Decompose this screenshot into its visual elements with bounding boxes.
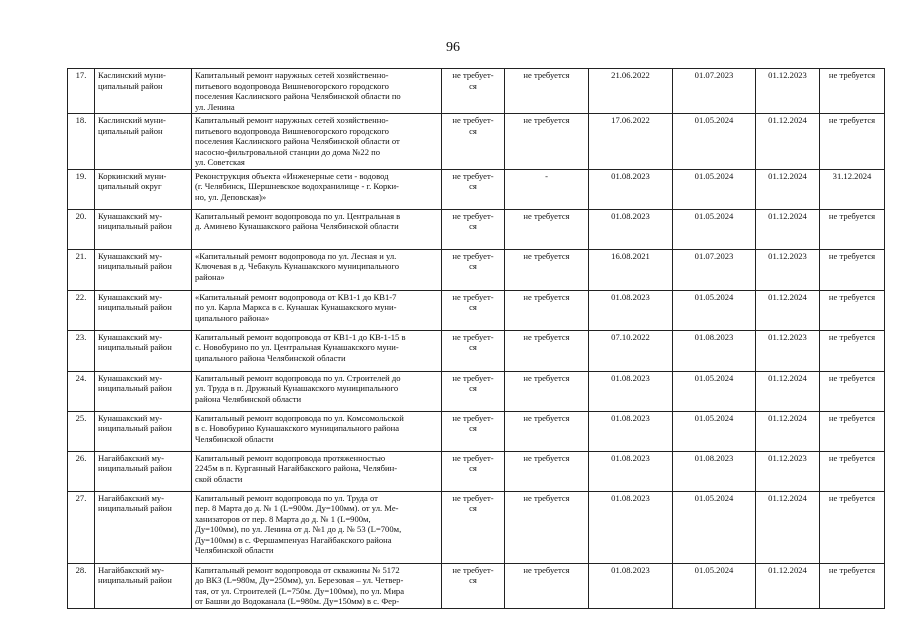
commissioning-cell: не требуется: [820, 411, 885, 451]
end-date-cell: 01.12.2024: [756, 371, 820, 411]
expertise-cell: не требует- ся: [442, 371, 505, 411]
design-status-cell: -: [505, 169, 589, 209]
expertise-cell: не требует- ся: [442, 209, 505, 249]
row-number: 17.: [68, 69, 95, 114]
object-name-cell: Капитальный ремонт водопровода по ул. Центральная в д. Аминево Кунашакского района Челябинской области: [192, 209, 442, 249]
start-date-cell: 01.08.2023: [673, 330, 756, 371]
table-row: [68, 249, 885, 290]
end-date-cell: 01.12.2024: [756, 290, 820, 330]
table-row: [68, 411, 885, 451]
design-date-cell: 01.08.2023: [589, 371, 673, 411]
design-date-cell: 01.08.2023: [589, 451, 673, 491]
object-name-cell: Капитальный ремонт наружных сетей хозяйственно- питьевого водопровода Вишневогорского городского поселения Каслинского района Челябинской области по ул. Ленина: [192, 69, 442, 114]
commissioning-cell: не требуется: [820, 451, 885, 491]
end-date-cell: 01.12.2024: [756, 169, 820, 209]
expertise-cell: не требует- ся: [442, 491, 505, 563]
design-date-cell: 01.08.2023: [589, 169, 673, 209]
object-name-cell: Капитальный ремонт водопровода по ул. Комсомольской в с. Новобурино Кунашакского муниципального района Челябинской области: [192, 411, 442, 451]
commissioning-cell: не требуется: [820, 290, 885, 330]
district-cell: Каслинский муни- ципальный район: [95, 114, 192, 170]
end-date-cell: 01.12.2024: [756, 491, 820, 563]
commissioning-cell: не требуется: [820, 249, 885, 290]
design-status-cell: не требуется: [505, 563, 589, 608]
commissioning-cell: не требуется: [820, 209, 885, 249]
object-name-cell: Реконструкция объекта «Инженерные сети - водовод (г. Челябинск, Шершневское водохранилище - г. Корки- но, ул. Деповская)»: [192, 169, 442, 209]
commissioning-cell: не требуется: [820, 114, 885, 170]
district-cell: Кунашакский му- ниципальный район: [95, 330, 192, 371]
end-date-cell: 01.12.2024: [756, 411, 820, 451]
end-date-cell: 01.12.2023: [756, 249, 820, 290]
page-number: 96: [446, 40, 460, 55]
design-date-cell: 01.08.2023: [589, 411, 673, 451]
expertise-cell: не требует- ся: [442, 411, 505, 451]
design-status-cell: не требуется: [505, 209, 589, 249]
district-cell: Кунашакский му- ниципальный район: [95, 411, 192, 451]
design-date-cell: 21.06.2022: [589, 69, 673, 114]
district-cell: Каслинский муни- ципальный район: [95, 69, 192, 114]
commissioning-cell: не требуется: [820, 69, 885, 114]
end-date-cell: 01.12.2024: [756, 114, 820, 170]
end-date-cell: 01.12.2023: [756, 330, 820, 371]
table-row: [68, 491, 885, 563]
start-date-cell: 01.05.2024: [673, 169, 756, 209]
object-name-cell: Капитальный ремонт водопровода по ул. Строителей до ул. Труда в п. Дружный Кунашакского муниципального района Челябинской области: [192, 371, 442, 411]
row-number: 20.: [68, 209, 95, 249]
row-number: 24.: [68, 371, 95, 411]
start-date-cell: 01.05.2024: [673, 491, 756, 563]
table-row: [68, 330, 885, 371]
expertise-cell: не требует- ся: [442, 563, 505, 608]
end-date-cell: 01.12.2023: [756, 451, 820, 491]
start-date-cell: 01.05.2024: [673, 290, 756, 330]
expertise-cell: не требует- ся: [442, 330, 505, 371]
commissioning-cell: не требуется: [820, 371, 885, 411]
design-date-cell: 01.08.2023: [589, 491, 673, 563]
expertise-cell: не требует- ся: [442, 114, 505, 170]
commissioning-cell: не требуется: [820, 491, 885, 563]
end-date-cell: 01.12.2023: [756, 69, 820, 114]
start-date-cell: 01.05.2024: [673, 411, 756, 451]
district-cell: Нагайбакский му- ниципальный район: [95, 563, 192, 608]
table-row: [68, 114, 885, 170]
commissioning-cell: 31.12.2024: [820, 169, 885, 209]
object-name-cell: «Капитальный ремонт водопровода по ул. Лесная и ул. Ключевая в д. Чебакуль Кунашакского муниципального района»: [192, 249, 442, 290]
start-date-cell: 01.07.2023: [673, 249, 756, 290]
table-row: [68, 451, 885, 491]
district-cell: Нагайбакский му- ниципальный район: [95, 451, 192, 491]
design-status-cell: не требуется: [505, 249, 589, 290]
district-cell: Кунашакский му- ниципальный район: [95, 290, 192, 330]
object-name-cell: Капитальный ремонт водопровода от КВ1-1 до КВ-1-15 в с. Новобурино по ул. Центральная Кунашакского муни- ципального района Челябинской области: [192, 330, 442, 371]
start-date-cell: 01.05.2024: [673, 209, 756, 249]
start-date-cell: 01.05.2024: [673, 371, 756, 411]
district-cell: Кунашакский му- ниципальный район: [95, 371, 192, 411]
row-number: 21.: [68, 249, 95, 290]
table-row: [68, 209, 885, 249]
design-status-cell: не требуется: [505, 371, 589, 411]
design-status-cell: не требуется: [505, 114, 589, 170]
start-date-cell: 01.05.2024: [673, 563, 756, 608]
design-date-cell: 17.06.2022: [589, 114, 673, 170]
row-number: 26.: [68, 451, 95, 491]
district-cell: Коркинский муни- ципальный округ: [95, 169, 192, 209]
row-number: 18.: [68, 114, 95, 170]
row-number: 27.: [68, 491, 95, 563]
design-date-cell: 07.10.2022: [589, 330, 673, 371]
object-name-cell: Капитальный ремонт водопровода от скважины № 5172 до ВКЗ (L=980м, Ду=250мм), ул. Березовая – ул. Четвер- тая, от ул. Строителей (L=750м. Ду=100мм), по ул. Мира от Башни до Водоканала (L=980м. Ду=150мм) в с. Фер-: [192, 563, 442, 608]
table-row: [68, 371, 885, 411]
design-date-cell: 01.08.2023: [589, 563, 673, 608]
design-status-cell: не требуется: [505, 330, 589, 371]
design-date-cell: 16.08.2021: [589, 249, 673, 290]
commissioning-cell: не требуется: [820, 563, 885, 608]
table-row: [68, 563, 885, 608]
expertise-cell: не требует- ся: [442, 69, 505, 114]
row-number: 19.: [68, 169, 95, 209]
start-date-cell: 01.07.2023: [673, 69, 756, 114]
start-date-cell: 01.08.2023: [673, 451, 756, 491]
design-status-cell: не требуется: [505, 290, 589, 330]
table-row: [68, 169, 885, 209]
object-name-cell: «Капитальный ремонт водопровода от КВ1-1 до КВ1-7 по ул. Карла Маркса в с. Кунашак Кунашакского муни- ципального района»: [192, 290, 442, 330]
commissioning-cell: не требуется: [820, 330, 885, 371]
district-cell: Нагайбакский му- ниципальный район: [95, 491, 192, 563]
expertise-cell: не требует- ся: [442, 169, 505, 209]
end-date-cell: 01.12.2024: [756, 209, 820, 249]
district-cell: Кунашакский му- ниципальный район: [95, 249, 192, 290]
table-row: [68, 69, 885, 114]
table-row: [68, 290, 885, 330]
expertise-cell: не требует- ся: [442, 451, 505, 491]
design-date-cell: 01.08.2023: [589, 290, 673, 330]
expertise-cell: не требует- ся: [442, 249, 505, 290]
object-name-cell: Капитальный ремонт наружных сетей хозяйственно- питьевого водопровода Вишневогорского городского поселения Каслинского района Челябинской области от насосно-фильтровальной станции до дома №22 по ул. Советская: [192, 114, 442, 170]
design-status-cell: не требуется: [505, 69, 589, 114]
row-number: 25.: [68, 411, 95, 451]
district-cell: Кунашакский му- ниципальный район: [95, 209, 192, 249]
row-number: 23.: [68, 330, 95, 371]
row-number: 28.: [68, 563, 95, 608]
object-name-cell: Капитальный ремонт водопровода протяженностью 2245м в п. Курганный Нагайбакского района, Челябин- ской области: [192, 451, 442, 491]
expertise-cell: не требует- ся: [442, 290, 505, 330]
design-status-cell: не требуется: [505, 451, 589, 491]
end-date-cell: 01.12.2024: [756, 563, 820, 608]
design-date-cell: 01.08.2023: [589, 209, 673, 249]
design-status-cell: не требуется: [505, 491, 589, 563]
row-number: 22.: [68, 290, 95, 330]
start-date-cell: 01.05.2024: [673, 114, 756, 170]
object-name-cell: Капитальный ремонт водопровода по ул. Труда от пер. 8 Марта до д. № 1 (L=900м. Ду=100мм). от ул. Ме- ханизаторов от пер. 8 Марта до д. № 1 (L=900м, Ду=100мм), по ул. Ленина от д. №1 до д. № 53 (L=700м, Ду=100мм) в с. Фершампенуаз Нагайбакского района Челябинской области: [192, 491, 442, 563]
design-status-cell: не требуется: [505, 411, 589, 451]
projects-table: [67, 68, 885, 609]
